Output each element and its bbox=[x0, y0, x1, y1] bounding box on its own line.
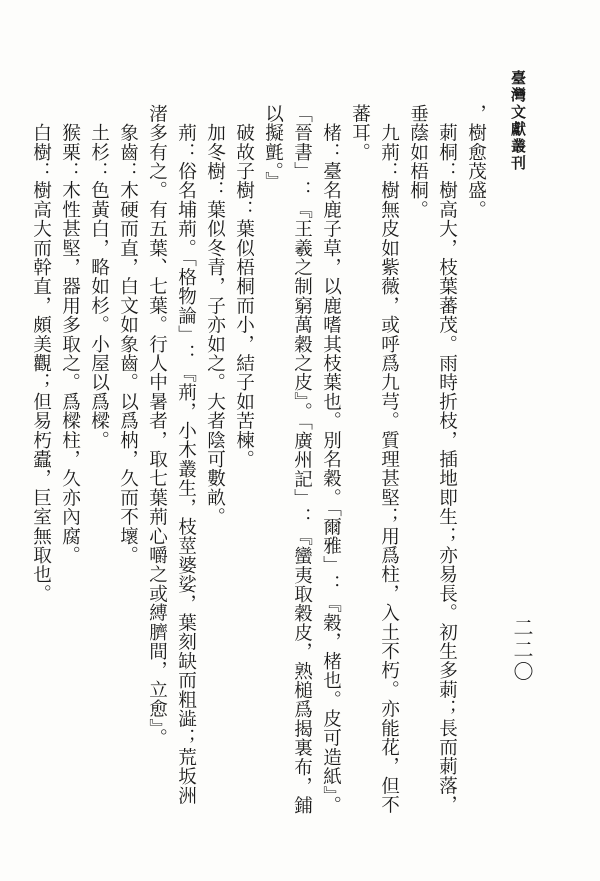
text-column: 「晉書」：『王羲之制窮萬穀之皮』。「廣州記」：『蠻夷取穀皮，熟槌爲揭裏布，鋪 bbox=[291, 104, 313, 815]
text-column: 荊：俗名埔荊。「格物論」：『荊，小木叢生，枝莖婆娑，葉刻缺而粗澁；荒坂洲 bbox=[175, 104, 197, 806]
text-column: 以擬氈。』 bbox=[262, 104, 284, 191]
text-column: 九荊：樹無皮如紫薇，或呼爲九芎。質理甚堅；用爲柱，入土不朽。亦能花，但不 bbox=[378, 104, 400, 815]
running-header-title: 臺灣文獻叢刊 bbox=[509, 70, 527, 172]
text-column: 猴栗：木性甚堅，器用多取之。爲樑柱，久亦內腐。 bbox=[59, 104, 81, 565]
page-number: 二二〇 bbox=[510, 617, 534, 683]
text-column: 加冬樹：葉似冬青，子亦如之。大者陰可數畝。 bbox=[204, 104, 226, 527]
text-column: ，樹愈茂盛。 bbox=[465, 104, 487, 220]
text-column: 楮：臺名鹿子草，以鹿嗜其枝葉也。別名穀。「爾雅」：『穀，楮也。皮可造紙』。 bbox=[320, 104, 342, 815]
text-column: 渚多有之。有五葉、七葉。行人中暑者，取七葉荊心嚼之或縛臍間，立愈』。 bbox=[146, 104, 168, 748]
text-column: 白樹：樹高大而幹直，頗美觀；但易朽蠹，巨室無取也。 bbox=[30, 104, 52, 604]
text-column: 象齒：木硬而直，白文如象齒。以爲枘，久而不壞。 bbox=[117, 104, 139, 565]
text-column: 破故子樹：葉似梧桐而小，結子如苦楝。 bbox=[233, 104, 255, 469]
text-column: 蕃耳。 bbox=[349, 104, 371, 162]
text-column: 垂蔭如梧桐。 bbox=[407, 104, 429, 220]
text-column: 莿桐：樹高大，枝葉蕃茂。雨時折枝，插地即生；亦易長。初生多莿；長而莿落， bbox=[436, 104, 458, 815]
text-column: 土杉：色黃白，略如杉。小屋以爲樑。 bbox=[88, 104, 110, 450]
